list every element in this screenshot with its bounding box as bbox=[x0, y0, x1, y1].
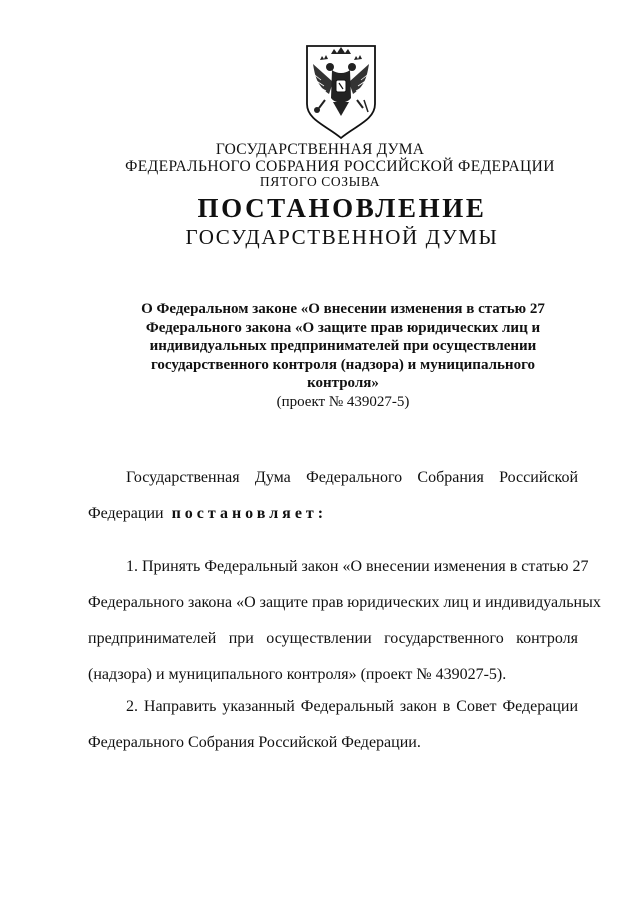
resolution-item-2 bbox=[88, 697, 578, 769]
resolution-intro bbox=[88, 468, 578, 540]
subject-line: индивидуальных предпринимателей при осуществлении bbox=[149, 338, 537, 354]
header-line-1: ГОСУДАРСТВЕННАЯ ДУМА bbox=[215, 141, 425, 158]
resolves-word: постановляет: bbox=[171, 505, 328, 522]
document-subtitle: ГОСУДАРСТВЕННОЙ ДУМЫ bbox=[185, 225, 499, 249]
item-line: 1. Принять Федеральный закон «О внесении изменения в статью 27 bbox=[126, 558, 589, 575]
subject-line: О Федеральном законе «О внесении изменения в статью 27 bbox=[141, 301, 545, 317]
item-line: (надзора) и муниципального контроля» (проект № 439027-5). bbox=[88, 666, 507, 683]
resolution-item-1 bbox=[88, 557, 601, 701]
subject-line: государственного контроля (надзора) и муниципального bbox=[150, 356, 536, 373]
item-line: Федерального закона «О защите прав юридических лиц и индивидуальных bbox=[88, 594, 601, 611]
coat-of-arms-icon bbox=[303, 42, 379, 140]
item-line: предпринимателей при осуществлении государственного контроля bbox=[88, 630, 578, 647]
intro-line bbox=[88, 504, 578, 540]
item-line: 2. Направить указанный Федеральный закон в Совет Федерации bbox=[126, 698, 578, 715]
resolution-subject bbox=[110, 300, 576, 411]
project-number: (проект № 439027-5) bbox=[276, 393, 410, 410]
intro-line: Государственная Дума Федерального Собрания Российской bbox=[126, 469, 578, 486]
intro-subject: Федерации bbox=[88, 505, 164, 522]
header-line-2: ФЕДЕРАЛЬНОГО СОБРАНИЯ РОССИЙСКОЙ ФЕДЕРАЦИИ bbox=[125, 158, 555, 175]
subject-line: Федерального закона «О защите прав юридических лиц и bbox=[145, 319, 541, 336]
document-title: ПОСТАНОВЛЕНИЕ bbox=[197, 193, 487, 223]
item-line: Федерального Собрания Российской Федерации. bbox=[88, 734, 421, 751]
header-line-3: ПЯТОГО СОЗЫВА bbox=[259, 174, 381, 189]
subject-line: контроля» bbox=[307, 375, 379, 391]
